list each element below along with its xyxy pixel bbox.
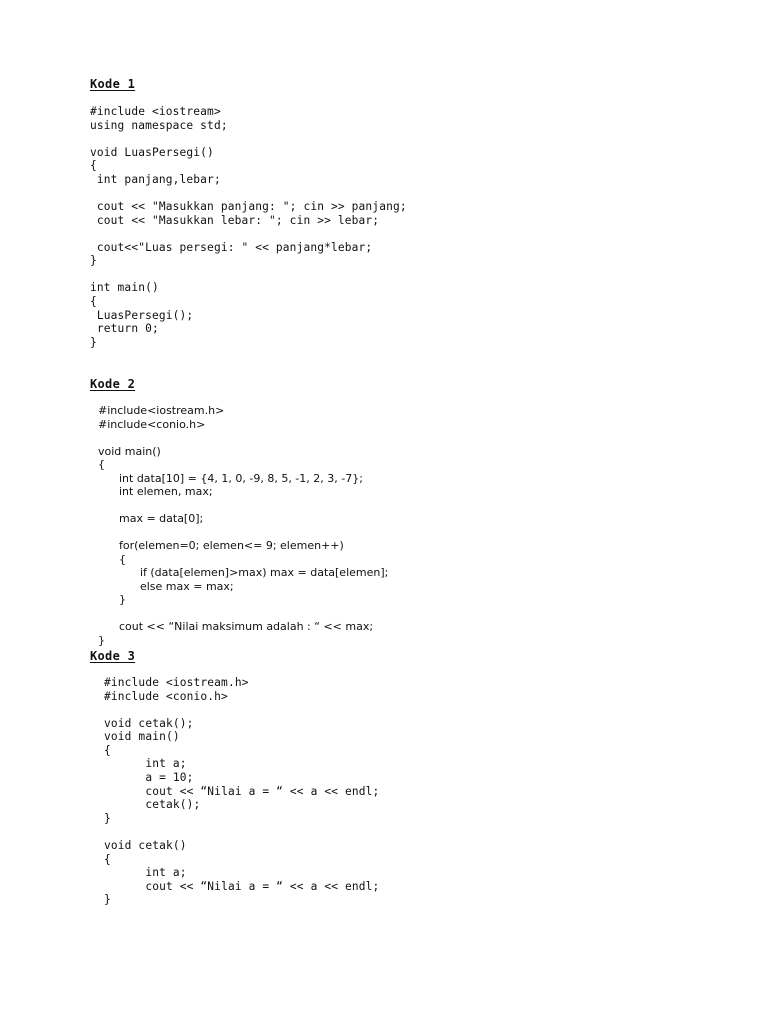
code-line: void cetak(); [104,716,194,730]
code-line: return 0; [90,322,159,336]
code-line: void main() [104,730,180,744]
code-line: } [98,593,126,606]
code-line [90,132,407,146]
section-heading-kode-3: Kode 3 [90,649,136,663]
code-line: #include<conio.h> [98,417,206,431]
code-line [98,526,388,540]
code-line [90,227,407,241]
code-line: void LuasPersegi() [90,145,214,159]
code-line [98,607,388,621]
code-line: } [104,811,111,825]
code-line: cout << “Nilai maksimum adalah : “ << max; [98,620,374,633]
code-line: { [98,552,126,566]
code-line: int a; [104,757,187,771]
code-line: #include <iostream.h> [104,676,249,689]
code-line: int panjang,lebar; [90,172,221,186]
code-line: } [104,893,111,907]
code-line: } [98,633,105,647]
code-line: max = data[0]; [98,512,204,525]
code-line [90,268,407,282]
section-heading-kode-1: Kode 1 [90,77,136,91]
code-line: void main() [98,444,161,458]
code-line [98,431,388,445]
code-line: int data[10] = {4, 1, 0, -9, 8, 5, -1, 2, 3, -7}; [98,471,363,485]
code-line: { [98,458,105,471]
code-line: cetak(); [104,798,201,812]
code-line: } [90,254,97,268]
code-line: { [104,852,111,866]
code-line: int main() [90,281,159,295]
code-block-kode-3 [104,676,379,907]
code-line: void cetak() [104,838,187,852]
code-line: int elemen, max; [98,485,213,498]
code-line [98,499,388,513]
code-line: cout << “Nilai a = “ << a << endl; [104,879,380,893]
code-line: #include<iostream.h> [98,404,225,417]
code-line [90,186,407,200]
section-heading-kode-2: Kode 2 [90,377,136,391]
code-line: cout << "Masukkan panjang: "; cin >> panjang; [90,199,407,213]
code-line: #include <conio.h> [104,689,228,703]
code-line: if (data[elemen]>max) max = data[elemen]; [98,566,389,579]
code-block-kode-2 [98,404,388,647]
code-line: #include <iostream> [90,105,221,118]
code-line: } [90,335,97,349]
code-block-kode-1 [90,105,407,349]
code-line: cout<<"Luas persegi: " << panjang*lebar; [90,240,373,254]
code-line: cout << “Nilai a = “ << a << endl; [104,784,380,798]
code-line: cout << "Masukkan lebar: "; cin >> lebar; [90,213,380,227]
code-line: { [90,294,97,308]
code-line [104,825,379,839]
code-line: for(elemen=0; elemen<= 9; elemen++) [98,539,344,552]
code-line: int a; [104,866,187,880]
code-line: { [90,159,97,173]
code-line: { [104,743,111,757]
code-line [104,703,379,717]
code-line: a = 10; [104,771,194,785]
code-line: using namespace std; [90,118,228,132]
code-line: else max = max; [98,579,234,593]
code-line: LuasPersegi(); [90,308,194,322]
